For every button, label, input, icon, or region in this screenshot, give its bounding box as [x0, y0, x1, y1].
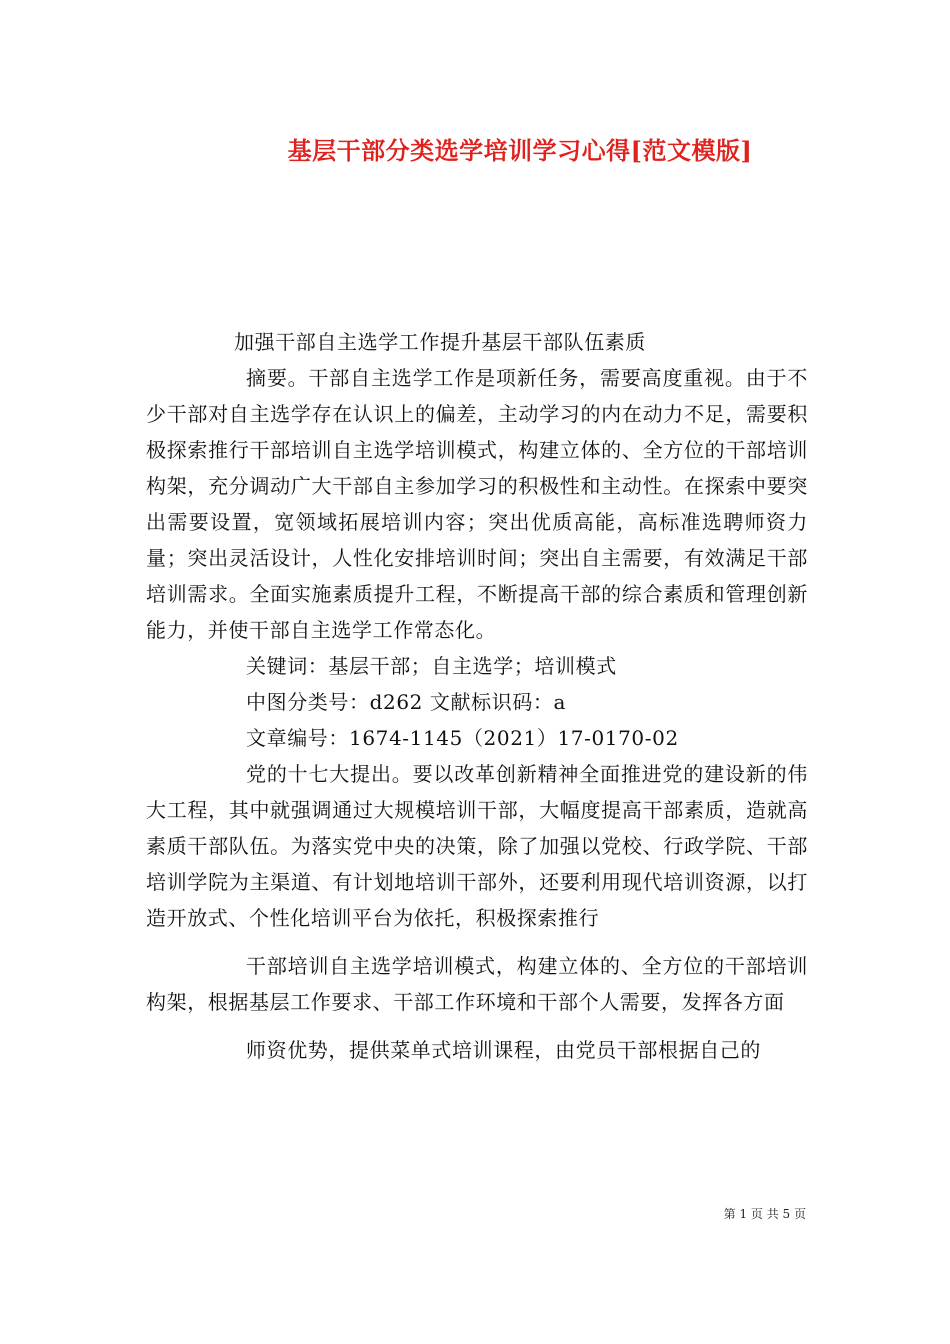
article-subtitle: 加强干部自主选学工作提升基层干部队伍素质: [234, 330, 646, 354]
document-title: 基层干部分类选学培训学习心得[范文模版]: [287, 136, 753, 165]
document-body: [146, 324, 808, 1068]
body-paragraph-2: 干部培训自主选学培训模式，构建立体的、全方位的干部培训构架，根据基层工作要求、干部工作环境和干部个人需要，发挥各方面: [146, 954, 808, 1014]
body-paragraph-1: 党的十七大提出。要以改革创新精神全面推进党的建设新的伟大工程，其中就强调通过大规模培训干部，大幅度提高干部素质，造就高素质干部队伍。为落实党中央的决策，除了加强以党校、行政学院、干部培训学院为主渠道、有计划地培训干部外，还要利用现代培训资源，以打造开放式、个性化培训平台为依托，积极探索推行: [146, 762, 808, 930]
abstract-paragraph: 摘要。干部自主选学工作是项新任务，需要高度重视。由于不少干部对自主选学存在认识上的偏差，主动学习的内在动力不足，需要积极探索推行干部培训自主选学培训模式，构建立体的、全方位的干部培训构架，充分调动广大干部自主参加学习的积极性和主动性。在探索中要突出需要设置，宽领域拓展培训内容；突出优质高能，高标准选聘师资力量；突出灵活设计，人性化安排培训时间；突出自主需要，有效满足干部培训需求。全面实施素质提升工程，不断提高干部的综合素质和管理创新能力，并使干部自主选学工作常态化。: [146, 366, 808, 642]
article-number-line: 文章编号：1674-1145（2021）17-0170-02: [246, 726, 679, 750]
classification-line: 中图分类号：d262 文献标识码：a: [246, 690, 567, 714]
page-indicator: 第 1 页 共 5 页: [723, 1207, 806, 1221]
body-paragraph-3: 师资优势，提供菜单式培训课程，由党员干部根据自己的: [246, 1038, 761, 1062]
keywords-line: 关键词：基层干部；自主选学；培训模式: [246, 654, 617, 678]
